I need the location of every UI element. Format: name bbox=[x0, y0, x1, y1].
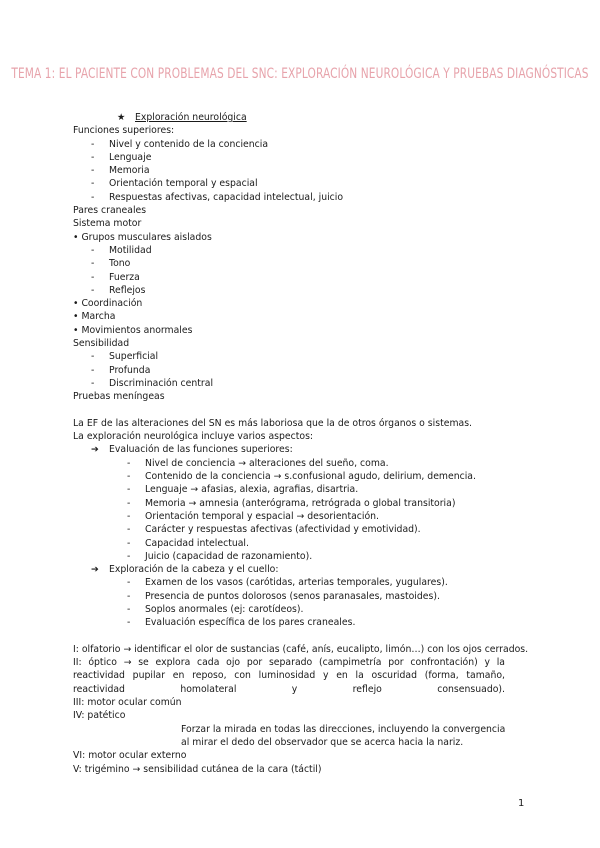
dash-bullet: - bbox=[91, 178, 95, 190]
dash-bullet: - bbox=[91, 284, 95, 296]
aspect-item bbox=[73, 483, 505, 496]
aspect-heading-text: Exploración de la cabeza y el cuello: bbox=[109, 564, 279, 576]
outline-item-text: • Movimientos anormales bbox=[73, 324, 193, 336]
outline-subitem bbox=[73, 191, 505, 204]
dash-bullet: - bbox=[91, 191, 95, 203]
dash-bullet: - bbox=[127, 550, 131, 562]
cranial-nerve-iii: III: motor ocular común bbox=[73, 697, 182, 709]
page-number: 1 bbox=[518, 798, 525, 809]
aspect-item-text: Soplos anormales (ej: carotídeos). bbox=[145, 603, 304, 615]
aspect-item-text: Nivel de conciencia → alteraciones del sueño, coma. bbox=[145, 457, 389, 469]
aspect-item-text: Capacidad intelectual. bbox=[145, 537, 249, 549]
cranial-nerve-v: V: trigémino → sensibilidad cutánea de la cara (táctil) bbox=[73, 763, 322, 775]
cranial-nerve-vi: VI: motor ocular externo bbox=[73, 750, 187, 762]
outline-item-text: • Grupos musculares aislados bbox=[73, 231, 212, 243]
arrow-icon: ➔ bbox=[91, 564, 99, 576]
outline-subitem bbox=[73, 138, 505, 151]
aspect-item-text: Examen de los vasos (carótidas, arterias temporales, yugulares). bbox=[145, 577, 448, 589]
dash-bullet: - bbox=[91, 258, 95, 270]
dash-bullet: - bbox=[127, 484, 131, 496]
outline-item-text: Fuerza bbox=[109, 271, 140, 283]
outline-item-text: • Marcha bbox=[73, 311, 116, 323]
outline-item-text: Memoria bbox=[109, 165, 150, 177]
outline-item-text: Orientación temporal y espacial bbox=[109, 178, 258, 190]
gaze-instruction-line-2: al mirar el dedo del observador que se acerca hacia la nariz. bbox=[181, 736, 464, 748]
outline-item-text: Funciones superiores: bbox=[73, 125, 175, 137]
outline-subitem bbox=[73, 164, 505, 177]
aspect-heading-text: Evaluación de las funciones superiores: bbox=[109, 444, 293, 456]
outline-item bbox=[73, 324, 505, 337]
outline-item bbox=[73, 337, 505, 350]
outline-item-text: Pruebas meníngeas bbox=[73, 391, 165, 403]
section-heading bbox=[73, 111, 505, 124]
dash-bullet: - bbox=[127, 471, 131, 483]
dash-bullet: - bbox=[91, 165, 95, 177]
aspect-item bbox=[73, 537, 505, 550]
outline-item-text: Discriminación central bbox=[109, 377, 214, 389]
dash-bullet: - bbox=[91, 271, 95, 283]
outline-item-text: Reflejos bbox=[109, 284, 146, 296]
outline-item bbox=[73, 390, 505, 403]
outline-item-text: Sensibilidad bbox=[73, 338, 130, 350]
dash-bullet: - bbox=[91, 138, 95, 150]
dash-bullet: - bbox=[127, 590, 131, 602]
outline-subitem bbox=[73, 271, 505, 284]
aspect-heading bbox=[73, 443, 505, 456]
gaze-instruction-line-1: Forzar la mirada en todas las direcciones, incluyendo la convergencia bbox=[181, 723, 506, 735]
dash-bullet: - bbox=[91, 151, 95, 163]
outline-item-text: Profunda bbox=[109, 364, 151, 376]
aspect-item bbox=[73, 590, 505, 603]
exploration-aspects bbox=[73, 443, 505, 629]
outline-item-text: Tono bbox=[109, 258, 131, 270]
outline-item-text: Sistema motor bbox=[73, 218, 142, 230]
dash-bullet: - bbox=[127, 510, 131, 522]
aspect-item-text: Memoria → amnesia (anterógrama, retrógrada o global transitoria) bbox=[145, 497, 456, 509]
outline-subitem bbox=[73, 244, 505, 257]
outline-subitem bbox=[73, 377, 505, 390]
aspect-item bbox=[73, 616, 505, 629]
aspect-item bbox=[73, 470, 505, 483]
dash-bullet: - bbox=[127, 457, 131, 469]
dash-bullet: - bbox=[127, 497, 131, 509]
outline-item-text: Motilidad bbox=[109, 244, 152, 256]
dash-bullet: - bbox=[127, 603, 131, 615]
outline-subitem bbox=[73, 151, 505, 164]
cranial-nerve-iv: IV: patético bbox=[73, 710, 126, 722]
dash-bullet: - bbox=[127, 524, 131, 536]
outline-item-text: Pares craneales bbox=[73, 205, 147, 217]
aspect-item bbox=[73, 510, 505, 523]
cranial-nerve-ii: II: óptico → se explora cada ojo por separado (campimetría por confrontación) y la reactividad pupilar en reposo, con luminosidad y en la oscuridad (forma, tamaño, reactividad homolateral y reflejo consensuado). bbox=[73, 657, 505, 695]
aspect-item bbox=[73, 497, 505, 510]
aspect-item-text: Lenguaje → afasias, alexia, agrafias, disartria. bbox=[145, 484, 359, 496]
arrow-icon: ➔ bbox=[91, 444, 99, 456]
dash-bullet: - bbox=[91, 364, 95, 376]
outline-item bbox=[73, 217, 505, 230]
outline-item-text: Nivel y contenido de la conciencia bbox=[109, 138, 269, 150]
cranial-nerve-i: I: olfatorio → identificar el olor de sustancias (café, anís, eucalipto, limón…) con los ojos cerrados. bbox=[73, 643, 529, 655]
outline-item bbox=[73, 310, 505, 323]
outline-item-text: Lenguaje bbox=[109, 151, 152, 163]
aspect-item-text: Carácter y respuestas afectivas (afectividad y emotividad). bbox=[145, 524, 421, 536]
dash-bullet: - bbox=[127, 617, 131, 629]
aspect-item-text: Evaluación específica de los pares craneales. bbox=[145, 617, 356, 629]
aspect-heading bbox=[73, 563, 505, 576]
outline-subitem bbox=[73, 364, 505, 377]
dash-bullet: - bbox=[91, 244, 95, 256]
section-heading-text: Exploración neurológica bbox=[135, 112, 247, 123]
aspect-item bbox=[73, 523, 505, 536]
aspect-item bbox=[73, 550, 505, 563]
star-icon: ★ bbox=[117, 112, 126, 123]
outline-subitem bbox=[73, 284, 505, 297]
outline-subitem bbox=[73, 257, 505, 270]
outline-item bbox=[73, 124, 505, 137]
page-title: TEMA 1: EL PACIENTE CON PROBLEMAS DEL SNC: EXPLORACIÓN NEUROLÓGICA Y PRUEBAS DIAGNÓSTICAS bbox=[11, 65, 589, 83]
paragraph: La EF de las alteraciones del SN es más laboriosa que la de otros órganos o sistemas. bbox=[73, 417, 472, 429]
aspect-item-text: Presencia de puntos dolorosos (senos paranasales, mastoides). bbox=[145, 590, 440, 602]
aspect-item bbox=[73, 576, 505, 589]
outline-item-text: Superficial bbox=[109, 351, 159, 363]
aspect-item-text: Juicio (capacidad de razonamiento). bbox=[145, 550, 313, 562]
aspect-item bbox=[73, 457, 505, 470]
outline-item bbox=[73, 204, 505, 217]
paragraph: La exploración neurológica incluye varios aspectos: bbox=[73, 431, 314, 443]
outline-item-text: Respuestas afectivas, capacidad intelectual, juicio bbox=[109, 191, 344, 203]
outline-item bbox=[73, 231, 505, 244]
exploration-outline bbox=[73, 124, 505, 403]
dash-bullet: - bbox=[127, 537, 131, 549]
outline-subitem bbox=[73, 177, 505, 190]
aspect-item-text: Contenido de la conciencia → s.confusional agudo, delirium, demencia. bbox=[145, 471, 476, 483]
document-body bbox=[73, 111, 529, 776]
aspect-item bbox=[73, 603, 505, 616]
outline-item-text: • Coordinación bbox=[73, 298, 143, 310]
dash-bullet: - bbox=[91, 351, 95, 363]
aspect-item-text: Orientación temporal y espacial → desorientación. bbox=[145, 510, 380, 522]
dash-bullet: - bbox=[127, 577, 131, 589]
outline-subitem bbox=[73, 350, 505, 363]
dash-bullet: - bbox=[91, 377, 95, 389]
outline-item bbox=[73, 297, 505, 310]
